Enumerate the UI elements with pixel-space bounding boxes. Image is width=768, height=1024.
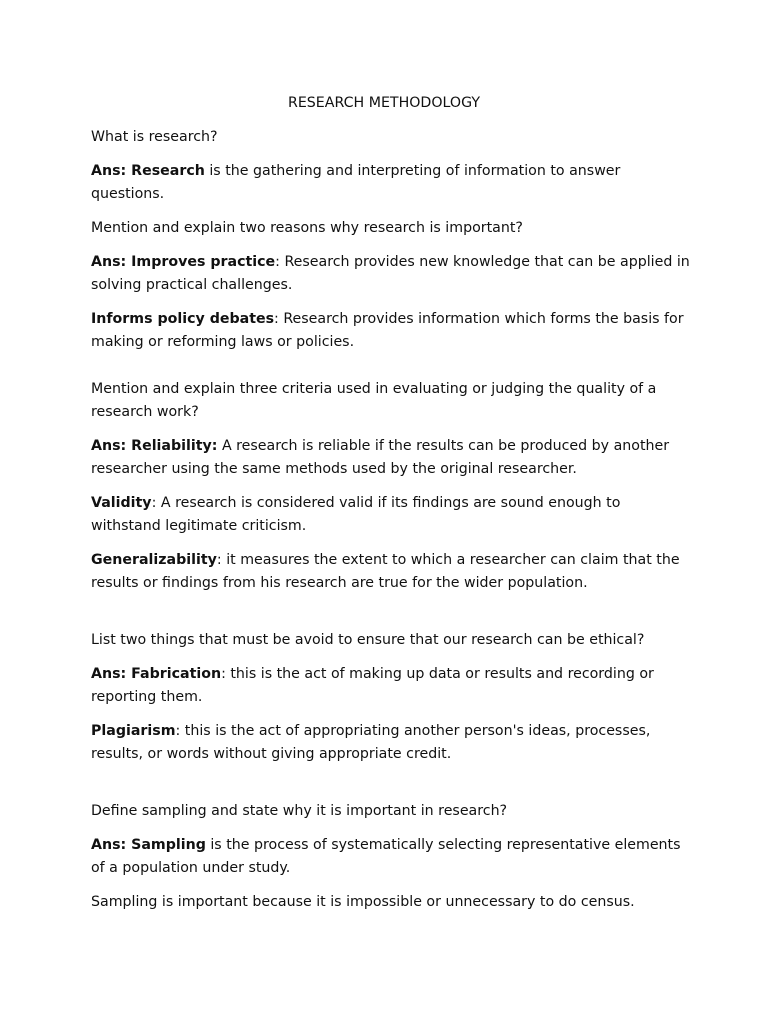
answer-text-cont: researcher using the same methods used by the original researcher. [91, 461, 577, 477]
answer-prefix: Ans: [91, 163, 132, 179]
answer-prefix: Ans: [91, 666, 132, 682]
answer-research [91, 160, 691, 206]
page-title: RESEARCH METHODOLOGY [287, 95, 481, 111]
question-line: research work? [91, 404, 199, 420]
answer-text: : this is the act of appropriating another person's ideas, processes, [175, 723, 651, 739]
question-line: Mention and explain three criteria used in evaluating or judging the quality of a [91, 381, 657, 397]
answer-validity [91, 492, 691, 538]
answer-text-cont: results or findings from his research are true for the wider population. [91, 575, 588, 591]
question-why-research-important: Mention and explain two reasons why research is important? [91, 220, 523, 236]
answer-term: Informs policy debates [91, 311, 275, 327]
question-quality-criteria [91, 378, 691, 424]
answer-text: is the gathering and interpreting of information to answer [204, 163, 621, 179]
answer-text: : A research is considered valid if its findings are sound enough to [151, 495, 621, 511]
question-what-is-research: What is research? [91, 129, 218, 145]
answer-term: Research [131, 163, 205, 179]
answer-plagiarism [91, 720, 691, 766]
answer-term: Sampling [131, 837, 206, 853]
answer-text-cont: questions. [91, 186, 165, 202]
answer-text: : Research provides information which forms the basis for [274, 311, 684, 327]
answer-fabrication [91, 663, 691, 709]
answer-term: Reliability: [131, 438, 218, 454]
answer-text: : it measures the extent to which a researcher can claim that the [216, 552, 680, 568]
answer-text: A research is reliable if the results can be produced by another [217, 438, 670, 454]
answer-reliability [91, 435, 691, 481]
answer-informs-policy [91, 308, 691, 354]
answer-term: Improves practice [131, 254, 276, 270]
answer-sampling [91, 834, 691, 880]
answer-text: : Research provides new knowledge that can be applied in [275, 254, 690, 270]
question-ethics: List two things that must be avoid to ensure that our research can be ethical? [91, 632, 645, 648]
answer-term: Generalizability [91, 552, 217, 568]
answer-text: : this is the act of making up data or results and recording or [221, 666, 654, 682]
answer-prefix: Ans: [91, 254, 132, 270]
answer-term: Fabrication [131, 666, 222, 682]
question-sampling: Define sampling and state why it is important in research? [91, 803, 508, 819]
answer-generalizability [91, 549, 691, 595]
answer-text-cont: solving practical challenges. [91, 277, 293, 293]
answer-sampling-importance: Sampling is important because it is impossible or unnecessary to do census. [91, 894, 635, 910]
answer-prefix: Ans: [91, 837, 132, 853]
answer-prefix: Ans: [91, 438, 132, 454]
answer-improves-practice [91, 251, 691, 297]
answer-term: Plagiarism [91, 723, 176, 739]
answer-text-cont: results, or words without giving appropriate credit. [91, 746, 452, 762]
answer-text-cont: of a population under study. [91, 860, 291, 876]
answer-text-cont: reporting them. [91, 689, 203, 705]
answer-text-cont: making or reforming laws or policies. [91, 334, 355, 350]
answer-term: Validity [91, 495, 152, 511]
answer-text-cont: withstand legitimate criticism. [91, 518, 307, 534]
answer-text: is the process of systematically selecting representative elements [205, 837, 681, 853]
